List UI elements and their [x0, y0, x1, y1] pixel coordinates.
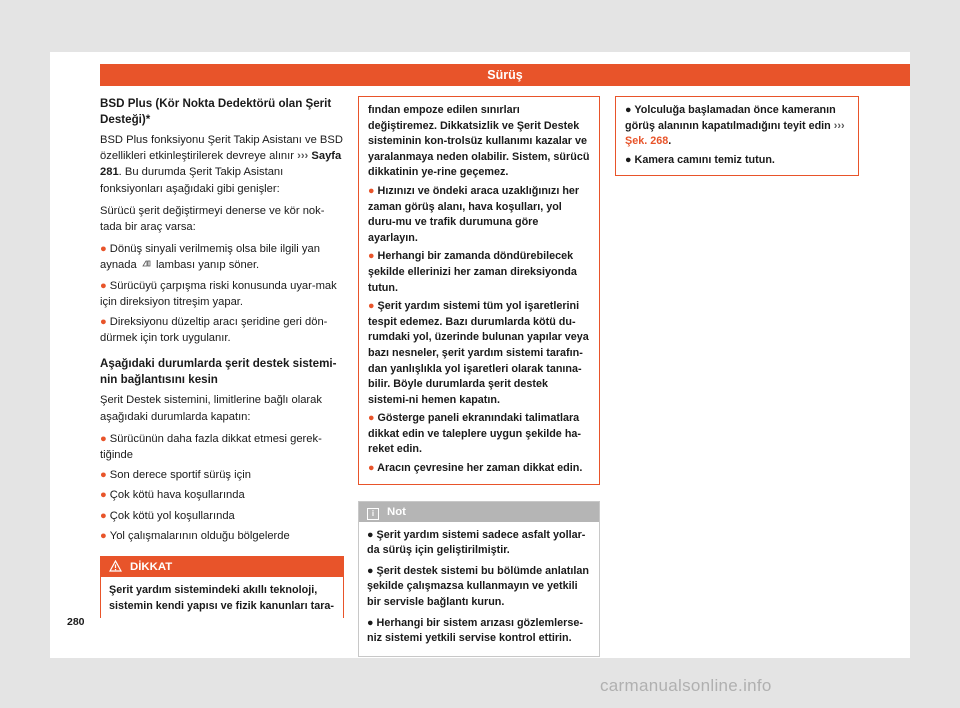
figure-link[interactable]: Şek. 268	[625, 135, 669, 148]
bullet-dot: ●	[368, 184, 375, 197]
warning-continuation-2	[615, 96, 859, 176]
note-item: ● Herhangi bir sistem arızası gözlemlerse-niz sistemi yetkili servise kontrol ettirin.	[367, 616, 583, 645]
bullet-dot: ●	[100, 432, 107, 445]
warning-header: DİKKAT	[101, 557, 343, 577]
heading-disconnect: Aşağıdaki durumlarda şerit destek sistemi-nin bağlantısını kesin	[100, 357, 337, 387]
list-item: ● Yol çalışmalarının olduğu bölgelerde	[100, 529, 290, 542]
info-icon: i	[367, 508, 379, 520]
section-header: Sürüş	[100, 64, 910, 86]
paragraph-disconnect: Şerit Destek sistemini, limitlerine bağlı olarak aşağıdaki durumlarda kapatın:	[100, 394, 322, 423]
note-header: i Not	[359, 502, 599, 522]
warning-bullet: ● Herhangi bir zamanda döndürebilecek şekilde ellerinizi her zaman direksiyonda tutun.	[368, 250, 577, 294]
list-item: ● Son derece sportif sürüş için	[100, 469, 251, 482]
bullet-dot: ●	[368, 412, 375, 425]
warning-bullet: ● Hızınızı ve öndeki araca uzaklığınızı her zaman görüş alanı, hava koşulları, yol duru-mu ve trafik durumuna göre ayarlayın.	[368, 184, 580, 244]
mirror-lamp-icon	[142, 257, 151, 266]
warning-cont-text: fından empoze edilen sınırları değiştiremez. Dikkatsizlik ve Şerit Destek sisteminin kon-trolsüz kullanımı kazalar ve yaralanmaya neden olabilir. Sistem, sürücü dikkatinin ye-rine geçemez.	[368, 104, 590, 179]
column-2	[358, 96, 600, 657]
page	[50, 52, 910, 658]
note-body	[359, 522, 599, 656]
note-box	[358, 501, 600, 657]
list-item: ● Yolculuğa başlamadan önce kameranın görüş alanının kapatılmadığını teyit edin ››› Şek. 268.	[625, 104, 845, 148]
bullet-dot: ●	[100, 279, 107, 292]
bullet-dot: ●	[100, 489, 107, 502]
list-item: ● Sürücünün daha fazla dikkat etmesi gerek-tiğinde	[100, 432, 322, 462]
warning-text: Şerit yardım sistemindeki akıllı teknoloji, sistemin kendi yapısı ve fizik kanunları tara-	[109, 584, 335, 612]
paragraph-conditions: Sürücü şerit değiştirmeyi denerse ve kör nok-tada bir araç varsa:	[100, 204, 325, 234]
bullet-dot: ●	[100, 509, 107, 522]
warning-continuation	[358, 96, 600, 485]
paragraph-bsd-intro: BSD Plus fonksiyonu Şerit Takip Asistanı ve BSD özellikleri etkinleştirilerek devreye alınır ››› Sayfa 281. Bu durumda Şerit Takip Asistanı fonksiyonları aşağıdaki gibi genişler:	[100, 134, 343, 195]
warning-triangle-icon	[109, 559, 122, 579]
bullet-dot: ●	[100, 469, 107, 482]
list-item: ● Dönüş sinyali verilmemiş olsa bile ilgili yan aynada lambası yanıp söner.	[100, 243, 320, 272]
bullet-dot: ●	[368, 300, 375, 313]
list-item: ● Direksiyonu düzeltip aracı şeridine geri dön-dürmek için tork uygulanır.	[100, 316, 328, 345]
column-3	[615, 96, 859, 176]
warning-bullet: ● Şerit yardım sistemi tüm yol işaretlerini tespit edemez. Bazı durumlarda kötü du-rumdaki yol, üzerinde bulunan yapılar veya bazı nesneler, şerit yardım sistemi tarafın-dan yanlışlıkla yol işaretleri olarak tanına-bilir. Böyle durumlarda şerit destek sistemi-ni hemen kapatın.	[368, 300, 589, 406]
list-item: ● Çok kötü hava koşullarında	[100, 489, 245, 502]
watermark: carmanualsonline.info	[600, 676, 772, 695]
warning-box	[100, 556, 344, 618]
page-reference[interactable]: ››› Sayfa 281	[100, 150, 342, 179]
warning-bullet: ● Gösterge paneli ekranındaki talimatlara dikkat edin ve taleplere uygun şekilde ha-reket edin.	[368, 412, 582, 456]
column-1	[100, 96, 344, 618]
note-item: ● Şerit yardım sistemi sadece asfalt yollar-da sürüş için geliştirilmiştir.	[367, 528, 586, 557]
bullet-dot: ●	[100, 243, 107, 256]
bullet-dot: ●	[100, 529, 107, 542]
list-item: ● Sürücüyü çarpışma riski konusunda uyar-mak için direksiyon titreşim yapar.	[100, 279, 337, 308]
heading-bsd-plus: BSD Plus (Kör Nokta Dedektörü olan Şerit Desteği)*	[100, 97, 332, 126]
bullet-dot: ●	[368, 250, 375, 263]
bullet-dot: ●	[100, 316, 107, 329]
note-item: ● Şerit destek sistemi bu bölümde anlatılan şekilde çalışmazsa kullanmayın ve yetkili bir servisle bağlantı kurun.	[367, 564, 589, 609]
list-item: ● Kamera camını temiz tutun.	[625, 153, 775, 166]
page-number: 280	[67, 616, 85, 628]
warning-bullet: ● Aracın çevresine her zaman dikkat edin.	[368, 462, 583, 475]
list-item: ● Çok kötü yol koşullarında	[100, 509, 235, 522]
bullet-dot: ●	[368, 462, 375, 475]
